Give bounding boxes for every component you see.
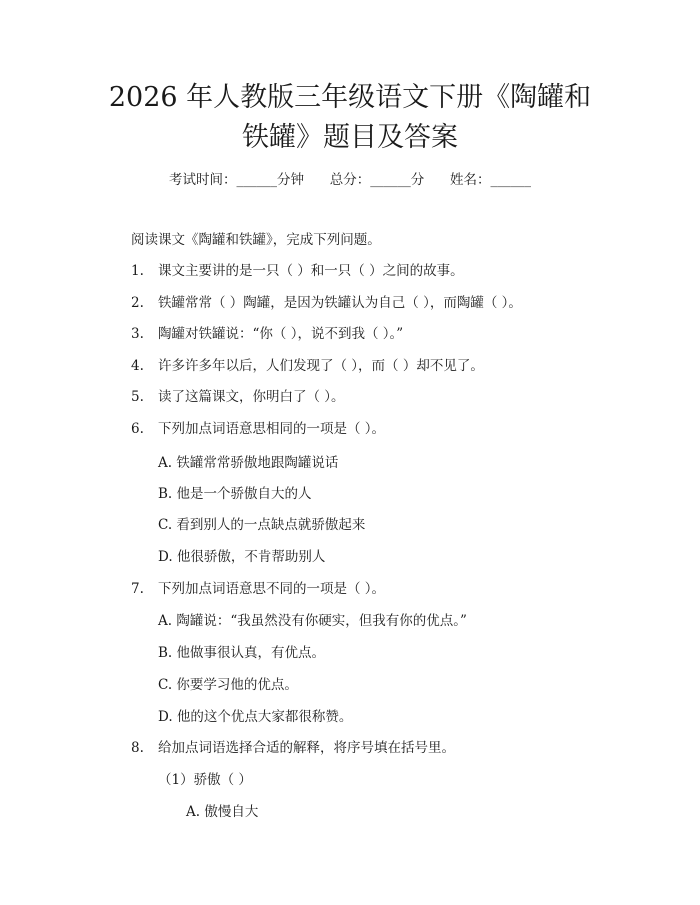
question-number: 1. [131, 263, 144, 279]
question-8-subitem-option-a: A. 傲慢自大 [186, 804, 259, 820]
question-text: 陶罐对铁罐说：“你（ ），说不到我（ ）。” [158, 326, 404, 342]
question-8-subitem: （1）骄傲（ ） [158, 772, 252, 788]
question-2 [131, 294, 522, 312]
question-6-option-c: C. 看到别人的一点缺点就骄傲起来 [158, 517, 366, 533]
question-text: 许多许多年以后，人们发现了（ ），而（ ）却不见了。 [158, 358, 484, 374]
question-3 [131, 325, 403, 343]
question-7-option-a: A. 陶罐说：“我虽然没有你硬实，但我有你的优点。” [158, 613, 467, 629]
question-text: 读了这篇课文，你明白了（ ）。 [158, 389, 345, 405]
question-8 [131, 739, 455, 757]
question-number: 5. [131, 389, 144, 405]
question-number: 4. [131, 358, 144, 374]
question-text: 下列加点词语意思相同的一项是（ ）。 [158, 421, 386, 437]
question-6 [131, 420, 385, 438]
question-6-option-d: D. 他很骄傲，不肯帮助别人 [158, 549, 326, 565]
question-number: 7. [131, 581, 144, 597]
question-text: 铁罐常常（ ）陶罐，是因为铁罐认为自己（ ），而陶罐（ ）。 [158, 295, 522, 311]
question-7-option-b: B. 他做事很认真，有优点。 [158, 645, 326, 661]
exam-meta-line: 考试时间：______分钟 总分：______分 姓名：______ [169, 172, 531, 188]
question-7 [131, 580, 385, 598]
question-7-option-d: D. 他的这个优点大家都很称赞。 [158, 709, 353, 725]
question-number: 2. [131, 295, 144, 311]
question-text: 下列加点词语意思不同的一项是（ ）。 [158, 581, 386, 597]
reading-instruction: 阅读课文《陶罐和铁罐》，完成下列问题。 [131, 232, 381, 248]
question-text: 给加点词语选择合适的解释，将序号填在括号里。 [158, 740, 455, 756]
question-number: 8. [131, 740, 144, 756]
question-5 [131, 388, 345, 406]
question-4 [131, 357, 484, 375]
question-number: 3. [131, 326, 144, 342]
question-6-option-a: A. 铁罐常常骄傲地跟陶罐说话 [158, 455, 339, 471]
question-text: 课文主要讲的是一只（ ）和一只（ ）之间的故事。 [158, 263, 464, 279]
question-6-option-b: B. 他是一个骄傲自大的人 [158, 486, 312, 502]
question-number: 6. [131, 421, 144, 437]
document-title: 2026 年人教版三年级语文下册《陶罐和铁罐》题目及答案 [108, 82, 592, 153]
question-7-option-c: C. 你要学习他的优点。 [158, 677, 298, 693]
question-1 [131, 262, 464, 280]
